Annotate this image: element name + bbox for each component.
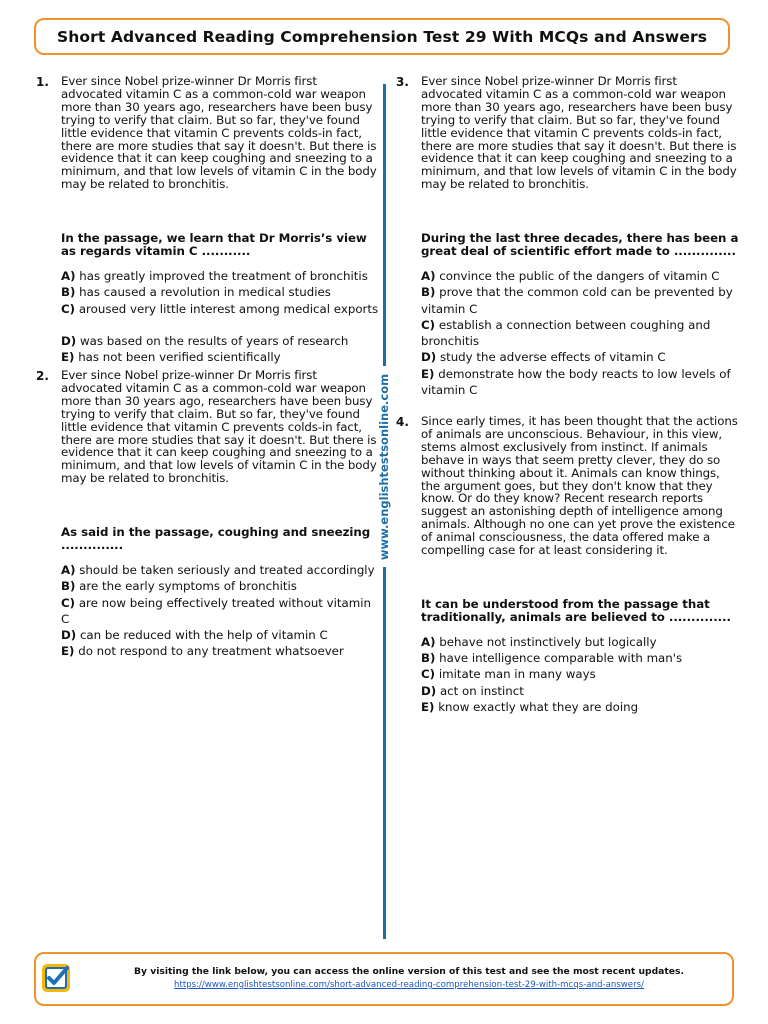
checkbox-icon	[40, 962, 72, 994]
option-b[interactable]: B) are the early symptoms of bronchitis	[61, 579, 297, 594]
option-d[interactable]: D) was based on the results of years of research	[61, 333, 349, 348]
option-a[interactable]: A) behave not instinctively but logically	[421, 634, 657, 649]
option-b[interactable]: B) has caused a revolution in medical studies	[61, 285, 331, 300]
column-divider-top	[383, 84, 386, 366]
footer-text: By visiting the link below, you can access the online version of this test and see the most recent updates.	[134, 966, 684, 977]
question-block-4	[396, 414, 739, 715]
option-a[interactable]: A) convince the public of the dangers of vitamin C	[421, 268, 720, 283]
option-c[interactable]: C) are now being effectively treated without vitamin C	[61, 595, 372, 626]
footer-box	[34, 952, 734, 1006]
passage-text: Ever since Nobel prize-winner Dr Morris first advocated vitamin C as a common-cold war weapon more than 30 years ago, researchers have been busy trying to verify that claim. But so far, they've found little evidence that vitamin C prevents colds-in fact, there are more studies that say it doesn't. But there is evidence that it can keep coughing and sneezing to a minimum, and that low levels of vitamin C in the body may be related to bronchitis.	[61, 368, 377, 486]
option-e[interactable]: E) has not been verified scientifically	[61, 350, 281, 365]
question-number: 3.	[396, 75, 409, 89]
question-block-1	[36, 74, 379, 365]
column-divider-bottom	[383, 567, 386, 939]
options-list	[61, 562, 379, 660]
options-list	[61, 268, 379, 365]
question-stem: During the last three decades, there has been a great deal of scientific effort made to ..............	[421, 231, 739, 259]
option-b[interactable]: B) prove that the common cold can be prevented by vitamin C	[421, 285, 733, 316]
option-e[interactable]: E) demonstrate how the body reacts to low levels of vitamin C	[421, 366, 731, 398]
options-list	[421, 634, 739, 715]
website-watermark[interactable]: www.englishtestsonline.com	[377, 373, 391, 561]
option-c[interactable]: C) aroused very little interest among medical exports	[61, 301, 379, 316]
question-number: 1.	[36, 75, 49, 89]
page-title: Short Advanced Reading Comprehension Test 29 With MCQs and Answers	[56, 27, 708, 46]
options-list	[421, 268, 739, 398]
footer-link[interactable]: https://www.englishtestsonline.com/short-advanced-reading-comprehension-test-29-with-mcqs-and-answers/	[174, 980, 644, 990]
passage-text: Ever since Nobel prize-winner Dr Morris first advocated vitamin C as a common-cold war weapon more than 30 years ago, researchers have been busy trying to verify that claim. But so far, they've found little evidence that vitamin C prevents colds-in fact, there are more studies that say it doesn't. But there is evidence that it can keep coughing and sneezing to a minimum, and that low levels of vitamin C in the body may be related to bronchitis.	[61, 74, 377, 192]
question-stem: In the passage, we learn that Dr Morris’s view as regards vitamin C ...........	[61, 231, 367, 259]
option-d[interactable]: D) study the adverse effects of vitamin C	[421, 350, 666, 365]
question-block-3	[396, 74, 739, 398]
question-stem: As said in the passage, coughing and sneezing ..............	[61, 525, 371, 553]
option-a[interactable]: A) has greatly improved the treatment of bronchitis	[61, 268, 368, 283]
question-stem: It can be understood from the passage that traditionally, animals are believed to ..............	[421, 596, 731, 624]
question-number: 2.	[36, 369, 49, 383]
question-block-2	[36, 368, 379, 660]
option-d[interactable]: D) can be reduced with the help of vitamin C	[61, 628, 328, 643]
passage-text: Ever since Nobel prize-winner Dr Morris first advocated vitamin C as a common-cold war weapon more than 30 years ago, researchers have been busy trying to verify that claim. But so far, they've found little evidence that vitamin C prevents colds-in fact, there are more studies that say it doesn't. But there is evidence that it can keep coughing and sneezing to a minimum, and that low levels of vitamin C in the body may be related to bronchitis.	[421, 74, 737, 192]
option-e[interactable]: E) know exactly what they are doing	[421, 699, 639, 714]
question-number: 4.	[396, 415, 409, 429]
option-c[interactable]: C) establish a connection between coughing and bronchitis	[421, 317, 711, 349]
passage-text: Since early times, it has been thought that the actions of animals are unconscious. Behaviour, in this view, stems almost exclusively from instinct. If animals behave in ways that seem pretty clever, they do so without thinking about it. Animals can know things, the argument goes, but they don't know that they know. Or do they know? Recent research reports suggest an astonishing depth of intelligence among animals. Although no one can yet prove the existence of animal consciousness, the data offered make a compelling case for at least considering it.	[421, 414, 738, 558]
option-b[interactable]: B) have intelligence comparable with man's	[421, 651, 683, 666]
option-e[interactable]: E) do not respond to any treatment whatsoever	[61, 644, 344, 659]
option-a[interactable]: A) should be taken seriously and treated accordingly	[61, 562, 375, 577]
option-d[interactable]: D) act on instinct	[421, 683, 524, 698]
option-c[interactable]: C) imitate man in many ways	[421, 667, 596, 682]
title-box	[34, 18, 730, 55]
